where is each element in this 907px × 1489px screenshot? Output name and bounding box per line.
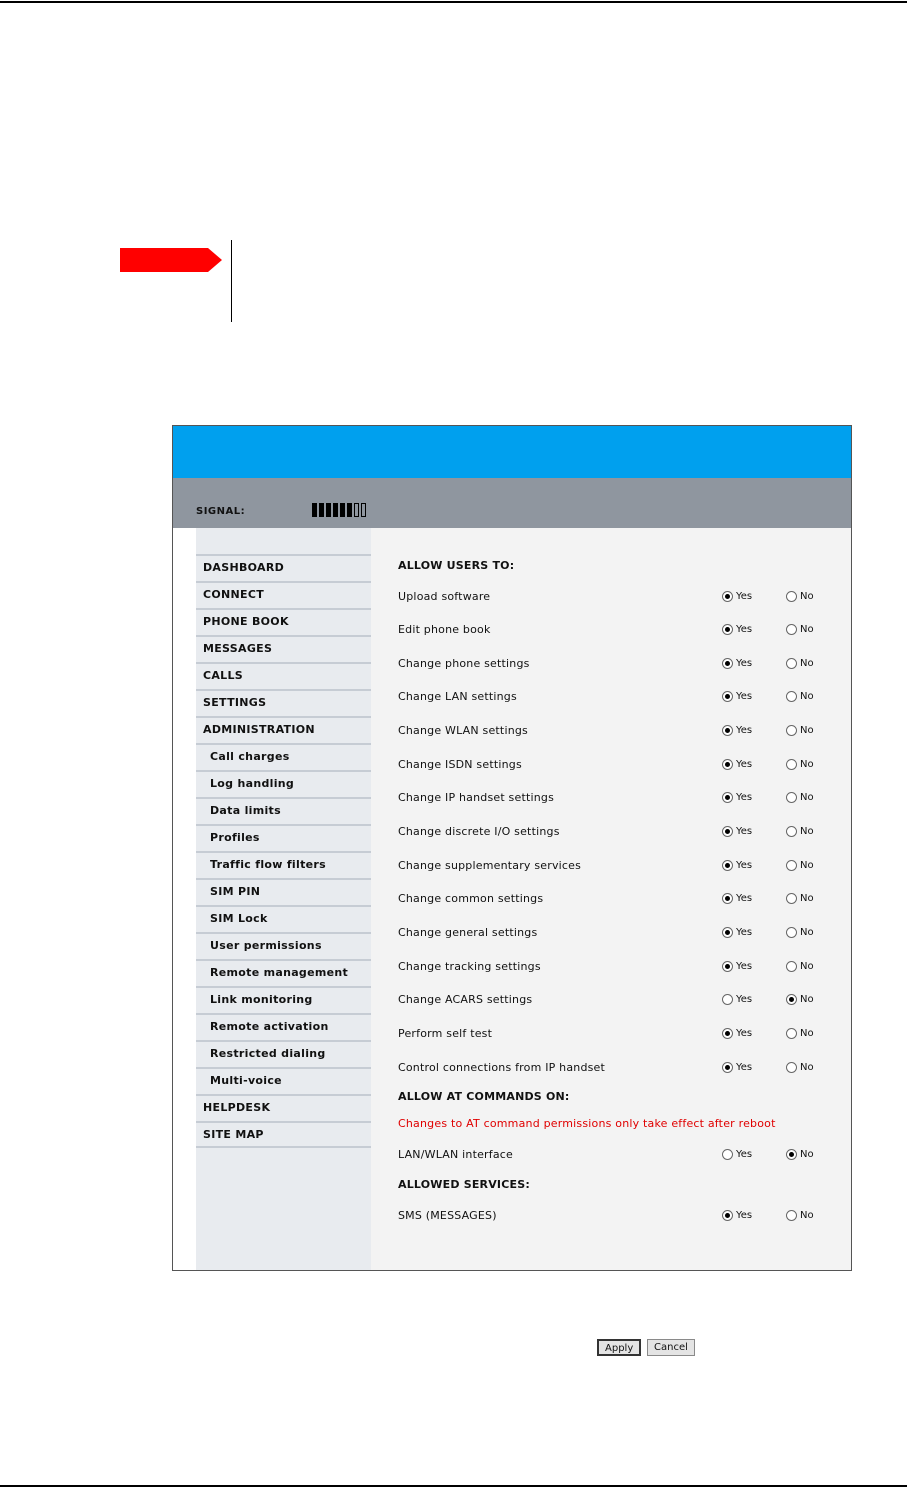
radio-yes[interactable] xyxy=(722,826,752,837)
signal-bar xyxy=(354,503,359,517)
radio-button-icon[interactable] xyxy=(786,725,797,736)
radio-yes[interactable] xyxy=(722,927,752,938)
permission-row xyxy=(398,724,838,740)
radio-no[interactable] xyxy=(786,658,814,669)
radio-button-icon[interactable] xyxy=(786,1028,797,1039)
sidebar-item-traffic-flow-filters[interactable]: Traffic flow filters xyxy=(196,851,371,878)
radio-button-icon[interactable] xyxy=(722,792,733,803)
radio-button-icon[interactable] xyxy=(722,658,733,669)
permission-row xyxy=(398,758,838,774)
user-permissions-panel xyxy=(371,528,851,1354)
sidebar-nav xyxy=(196,528,371,1270)
row-label: Control connections from IP handset xyxy=(398,1061,606,1074)
radio-no[interactable] xyxy=(786,961,814,972)
sidebar-item-settings[interactable]: SETTINGS xyxy=(196,689,371,716)
page-top-rule xyxy=(0,1,907,3)
radio-button-icon[interactable] xyxy=(786,591,797,602)
permission-row xyxy=(398,960,838,976)
status-bar xyxy=(173,478,851,528)
radio-yes[interactable] xyxy=(722,1062,752,1073)
signal-label: SIGNAL: xyxy=(196,506,246,517)
radio-label: No xyxy=(800,691,814,702)
radio-button-icon[interactable] xyxy=(722,725,733,736)
radio-button-icon[interactable] xyxy=(786,1149,797,1160)
row-label: ALLOW AT COMMANDS ON: xyxy=(398,1090,570,1103)
radio-label: Yes xyxy=(736,624,753,635)
radio-button-icon[interactable] xyxy=(722,860,733,871)
sidebar-item-connect[interactable]: CONNECT xyxy=(196,581,371,608)
sidebar-item-data-limits[interactable]: Data limits xyxy=(196,797,371,824)
sidebar-item-user-permissions[interactable]: User permissions xyxy=(196,932,371,959)
radio-button-icon[interactable] xyxy=(786,927,797,938)
radio-no[interactable] xyxy=(786,759,814,770)
radio-label: No xyxy=(800,961,814,972)
radio-button-icon[interactable] xyxy=(722,591,733,602)
radio-no[interactable] xyxy=(786,1210,814,1221)
radio-button-icon[interactable] xyxy=(786,860,797,871)
row-label: Change LAN settings xyxy=(398,690,517,703)
row-label: LAN/WLAN interface xyxy=(398,1148,514,1161)
row-label: SMS (MESSAGES) xyxy=(398,1209,497,1222)
radio-label: No xyxy=(800,759,814,770)
warning-text xyxy=(398,1117,838,1133)
signal-bar xyxy=(361,503,366,517)
radio-label: No xyxy=(800,792,814,803)
sidebar-item-restricted-dialing[interactable]: Restricted dialing xyxy=(196,1040,371,1067)
radio-button-icon[interactable] xyxy=(722,994,733,1005)
radio-button-icon[interactable] xyxy=(722,893,733,904)
radio-label: Yes xyxy=(736,1149,753,1160)
radio-no[interactable] xyxy=(786,994,814,1005)
radio-label: Yes xyxy=(736,826,753,837)
radio-label: No xyxy=(800,927,814,938)
radio-label: No xyxy=(800,1210,814,1221)
cancel-button[interactable]: Cancel xyxy=(647,1339,695,1356)
row-label: Change tracking settings xyxy=(398,960,541,973)
radio-label: Yes xyxy=(736,591,753,602)
signal-bar xyxy=(340,503,345,517)
row-label: Change ISDN settings xyxy=(398,758,522,771)
radio-yes[interactable] xyxy=(722,691,752,702)
radio-label: Yes xyxy=(736,1062,753,1073)
signal-bar xyxy=(319,503,324,517)
radio-label: Yes xyxy=(736,759,753,770)
permission-row xyxy=(398,657,838,673)
sidebar-item-remote-activation[interactable]: Remote activation xyxy=(196,1013,371,1040)
web-interface-screenshot xyxy=(172,425,852,1354)
sidebar-item-log-handling[interactable]: Log handling xyxy=(196,770,371,797)
note-arrow-icon xyxy=(120,248,222,272)
radio-label: Yes xyxy=(736,792,753,803)
row-label: Change discrete I/O settings xyxy=(398,825,560,838)
radio-button-icon[interactable] xyxy=(786,1062,797,1073)
radio-button-icon[interactable] xyxy=(722,759,733,770)
radio-yes[interactable] xyxy=(722,725,752,736)
radio-label: No xyxy=(800,893,814,904)
radio-label: Yes xyxy=(736,893,753,904)
radio-no[interactable] xyxy=(786,1062,814,1073)
radio-label: Yes xyxy=(736,691,753,702)
radio-label: Yes xyxy=(736,725,753,736)
radio-button-icon[interactable] xyxy=(786,893,797,904)
radio-button-icon[interactable] xyxy=(722,927,733,938)
sidebar-item-messages[interactable]: MESSAGES xyxy=(196,635,371,662)
signal-strength-meter xyxy=(312,503,366,517)
row-label: Change IP handset settings xyxy=(398,791,555,804)
radio-button-icon[interactable] xyxy=(722,1062,733,1073)
radio-no[interactable] xyxy=(786,927,814,938)
radio-button-icon[interactable] xyxy=(786,691,797,702)
radio-label: Yes xyxy=(736,1028,753,1039)
radio-yes[interactable] xyxy=(722,1210,752,1221)
radio-yes[interactable] xyxy=(722,792,752,803)
radio-label: No xyxy=(800,658,814,669)
row-label: Changes to AT command permissions only take effect after reboot xyxy=(398,1117,776,1130)
radio-label: No xyxy=(800,1028,814,1039)
radio-button-icon[interactable] xyxy=(786,961,797,972)
sidebar-item-call-charges[interactable]: Call charges xyxy=(196,743,371,770)
radio-button-icon[interactable] xyxy=(786,792,797,803)
radio-yes[interactable] xyxy=(722,961,752,972)
row-label: Change common settings xyxy=(398,892,544,905)
radio-no[interactable] xyxy=(786,725,814,736)
permission-row xyxy=(398,1148,838,1164)
radio-button-icon[interactable] xyxy=(786,1210,797,1221)
radio-button-icon[interactable] xyxy=(722,1210,733,1221)
radio-label: Yes xyxy=(736,860,753,871)
signal-bar xyxy=(326,503,331,517)
permission-row xyxy=(398,1027,838,1043)
sidebar-item-sim-lock[interactable]: SIM Lock xyxy=(196,905,371,932)
radio-label: Yes xyxy=(736,961,753,972)
sidebar-item-dashboard[interactable]: DASHBOARD xyxy=(196,554,371,581)
radio-yes[interactable] xyxy=(722,658,752,669)
row-label: Change phone settings xyxy=(398,657,530,670)
radio-label: No xyxy=(800,725,814,736)
radio-no[interactable] xyxy=(786,624,814,635)
permission-row xyxy=(398,590,838,606)
signal-bar xyxy=(347,503,352,517)
note-divider xyxy=(231,240,232,322)
radio-label: No xyxy=(800,624,814,635)
sidebar-item-sim-pin[interactable]: SIM PIN xyxy=(196,878,371,905)
apply-button[interactable]: Apply xyxy=(597,1339,641,1356)
radio-button-icon[interactable] xyxy=(722,691,733,702)
radio-button-icon[interactable] xyxy=(786,759,797,770)
row-label: Change general settings xyxy=(398,926,538,939)
sidebar-item-phone-book[interactable]: PHONE BOOK xyxy=(196,608,371,635)
permission-row xyxy=(398,791,838,807)
permission-row xyxy=(398,926,838,942)
permission-row xyxy=(398,993,838,1009)
radio-yes[interactable] xyxy=(722,1149,752,1160)
radio-no[interactable] xyxy=(786,691,814,702)
radio-no[interactable] xyxy=(786,860,814,871)
radio-no[interactable] xyxy=(786,826,814,837)
permission-row xyxy=(398,690,838,706)
sidebar-item-profiles[interactable]: Profiles xyxy=(196,824,371,851)
radio-button-icon[interactable] xyxy=(722,826,733,837)
sidebar-item-helpdesk[interactable]: HELPDESK xyxy=(196,1094,371,1121)
row-label: ALLOW USERS TO: xyxy=(398,559,515,572)
radio-label: No xyxy=(800,860,814,871)
header-banner xyxy=(173,426,851,478)
section-heading xyxy=(398,1178,838,1194)
radio-button-icon[interactable] xyxy=(722,961,733,972)
sidebar-item-link-monitoring[interactable]: Link monitoring xyxy=(196,986,371,1013)
radio-button-icon[interactable] xyxy=(722,624,733,635)
radio-button-icon[interactable] xyxy=(722,1028,733,1039)
radio-label: No xyxy=(800,591,814,602)
radio-label: Yes xyxy=(736,994,753,1005)
radio-label: No xyxy=(800,1149,814,1160)
row-label: Change supplementary services xyxy=(398,859,582,872)
radio-label: Yes xyxy=(736,1210,753,1221)
sidebar-item-remote-management[interactable]: Remote management xyxy=(196,959,371,986)
radio-no[interactable] xyxy=(786,792,814,803)
radio-yes[interactable] xyxy=(722,860,752,871)
row-label: Change WLAN settings xyxy=(398,724,528,737)
permission-row xyxy=(398,859,838,875)
radio-yes[interactable] xyxy=(722,624,752,635)
permission-row xyxy=(398,825,838,841)
radio-no[interactable] xyxy=(786,1149,814,1160)
radio-label: No xyxy=(800,994,814,1005)
radio-label: Yes xyxy=(736,658,753,669)
sidebar-item-calls[interactable]: CALLS xyxy=(196,662,371,689)
section-heading xyxy=(398,1090,838,1106)
section-heading xyxy=(398,559,838,575)
radio-button-icon[interactable] xyxy=(786,994,797,1005)
permission-row xyxy=(398,1061,838,1077)
page-bottom-rule xyxy=(0,1485,907,1487)
permission-row xyxy=(398,892,838,908)
radio-no[interactable] xyxy=(786,893,814,904)
radio-button-icon[interactable] xyxy=(786,658,797,669)
row-label: Perform self test xyxy=(398,1027,493,1040)
radio-yes[interactable] xyxy=(722,591,752,602)
row-label: Upload software xyxy=(398,590,491,603)
sidebar-item-site-map[interactable]: SITE MAP xyxy=(196,1121,371,1148)
signal-bar xyxy=(312,503,317,517)
radio-yes[interactable] xyxy=(722,893,752,904)
sidebar-item-multi-voice[interactable]: Multi-voice xyxy=(196,1067,371,1094)
sidebar-item-administration[interactable]: ADMINISTRATION xyxy=(196,716,371,743)
radio-button-icon[interactable] xyxy=(722,1149,733,1160)
radio-button-icon[interactable] xyxy=(786,826,797,837)
radio-label: No xyxy=(800,1062,814,1073)
row-label: ALLOWED SERVICES: xyxy=(398,1178,530,1191)
row-label: Change ACARS settings xyxy=(398,993,533,1006)
radio-label: No xyxy=(800,826,814,837)
permission-row xyxy=(398,1209,838,1225)
radio-no[interactable] xyxy=(786,591,814,602)
radio-button-icon[interactable] xyxy=(786,624,797,635)
radio-yes[interactable] xyxy=(722,1028,752,1039)
radio-no[interactable] xyxy=(786,1028,814,1039)
radio-yes[interactable] xyxy=(722,994,752,1005)
signal-bar xyxy=(333,503,338,517)
permission-row xyxy=(398,623,838,639)
row-label: Edit phone book xyxy=(398,623,491,636)
radio-yes[interactable] xyxy=(722,759,752,770)
radio-label: Yes xyxy=(736,927,753,938)
